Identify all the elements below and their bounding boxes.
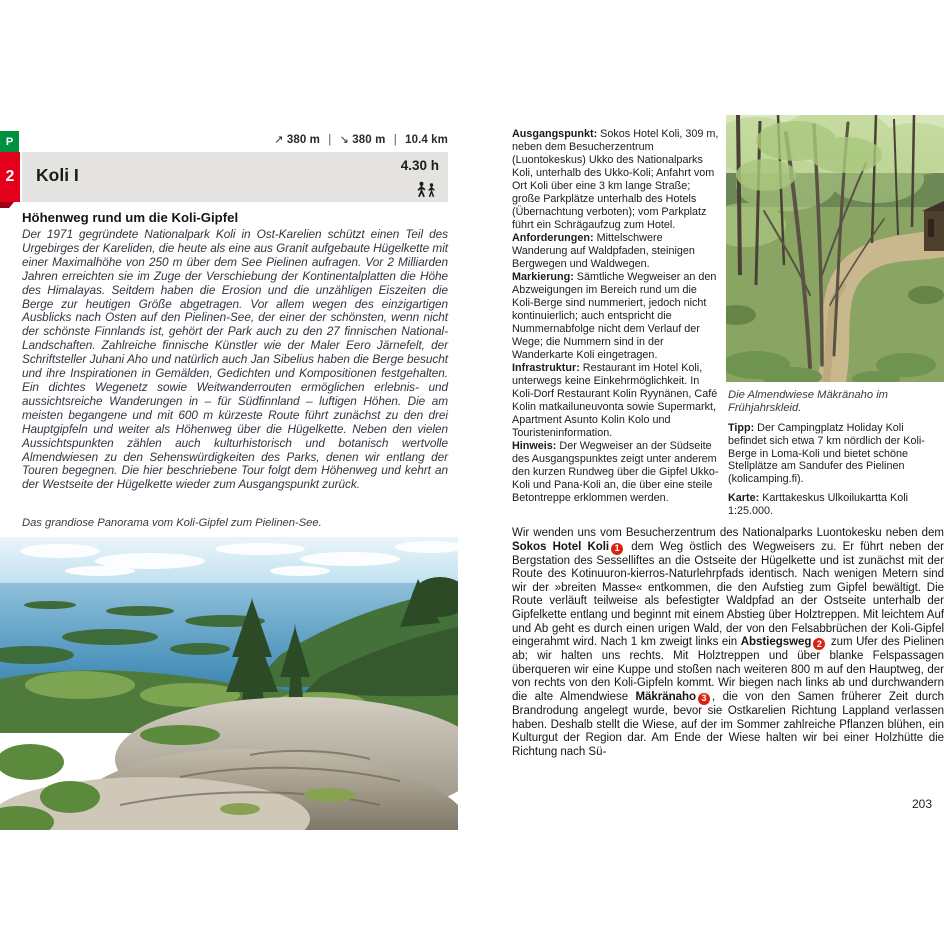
labeled-paragraph: Markierung: Sämtliche Wegweiser an den Abzweigungen im Bereich rund um die Koli-Berge sind nummeriert, jedoch nicht kontinuierlich; auch entspricht die Nummernabfolge nicht dem Verlauf der Wege; die Nummern sind in der Wanderkarte Koli eingetragen. [512, 271, 717, 361]
paragraph-label: Karte: [728, 491, 760, 504]
paragraph-label: Markierung: [512, 271, 574, 283]
body-text-run: , die von den Samen früherer Zeit durch Brandrodung angelegt wurde, bevor sie Ostkarelien Richtung Lappland verlassen haben. Deshalb stellt die Wiese, auf der im Sommer zahlreiche Pflanzen blühen, ein Kulturgut der Region dar. Am Ende der Wiese halten wir bei einer Holzhütte die Richtung nach Sü- [512, 690, 944, 758]
ascent-value: 380 m [286, 134, 320, 146]
labeled-paragraph: Ausgangspunkt: Sokos Hotel Koli, 309 m, neben dem Besucherzentrum (Luontokeskus) Ukko des Nationalparks Koli, unterhalb des Ukko-Koli; Anfahrt vom Ort Koli über eine 3 km lange Straße; große Parkplätze unterhalb des Hotels (Übernachtung verboten); vom Parkplatz führt ein Schrägaufzug zum Hotel. [512, 128, 719, 231]
left-page [0, 0, 458, 944]
labeled-paragraph: Infrastruktur: Restaurant im Hotel Koli, unterwegs keine Einkehrmöglichkeit. In Koli-Dorf Restaurant Kolin Ryynänen, Café Kolin matkailuneuvonta sowie Supermarkt, Apartment Asunto Kolin Kolo und Touristeninformation. [512, 362, 718, 439]
paragraph-label: Infrastruktur: [512, 362, 580, 374]
ascent-arrow-icon: ↗ [274, 134, 284, 146]
page-number: 203 [911, 797, 932, 811]
route-waypoint-name: Sokos Hotel Koli [512, 540, 610, 553]
labeled-paragraph: Tipp: Der Campingplatz Holiday Koli befindet sich etwa 7 km nördlich der Koli-Berge in Loma-Koli und bietet schöne Stellplätze am Sandufer des Pielinen (kolicamping.fi). [728, 422, 925, 486]
tour-number-badge [0, 152, 20, 202]
two-hikers-icon [415, 181, 439, 198]
stats-separator: | [328, 134, 332, 146]
body-text-run: Wir wenden uns vom Besucherzentrum des Nationalparks Luontokesku neben dem [512, 527, 944, 539]
route-marker-2: 2 [813, 638, 825, 650]
route-waypoint-name: Mäkränaho [635, 690, 697, 703]
tour-stats [22, 133, 448, 146]
gps-tab [0, 131, 19, 152]
right-page [458, 0, 944, 944]
route-description-text [512, 527, 944, 759]
labeled-paragraph: Hinweis: Der Wegweiser an der Südseite des Ausgangspunktes zeigt unter anderem den kurzen Rundweg über die Gipfel Ukko-Koli und Pana-Koli an, die über eine steile Betontreppe erklommen werden. [512, 440, 719, 504]
duration-value: 4.30 h [400, 158, 439, 173]
tip-and-map-column [728, 422, 942, 518]
paragraph-label: Hinweis: [512, 440, 557, 452]
summit-panorama-photo [0, 537, 458, 830]
route-heading: Höhenweg rund um die Koli-Gipfel [22, 210, 239, 225]
body-text-run: zum Ufer des Pielinen ab; wir halten uns rechts. Mit Holztreppen und über blanke Felspassagen überqueren wir eine Kuppe und stoßen nach weiteren 800 m auf den Hauptweg, der von rechts von den Koli-Gipfeln kommt. Wir biegen nach links ab und durchwandern die alte Almendwiese [512, 636, 944, 703]
labeled-paragraph: Karte: Karttakeskus Ulkoilukartta Koli 1:25.000. [728, 491, 909, 517]
descent-arrow-icon: ↘ [339, 134, 349, 146]
right-photo-caption: Die Almendwiese Mäkränaho im Frühjahrskleid. [728, 389, 889, 415]
route-marker-3: 3 [698, 693, 710, 705]
stats-separator: | [393, 134, 397, 146]
left-photo-caption: Das grandiose Panorama vom Koli-Gipfel zum Pielinen-See. [22, 517, 322, 529]
meadow-path-photo [726, 115, 944, 382]
body-text-run: dem Weg östlich des Wegweisers zu. Er führt neben der Bergstation des Sesselliftes an die Ostseite der Hügelkette und ist zunächst mit der Route des Kotinuuron-kierros-Naturlehrpfads identisch. Nach wenigen Metern sind wir der »breiten Masse« entkommen, die den Aufstieg zum Gipfel bewältigt. Die Route verläuft teilweise als befestigter Waldpfad an der Ostseite unterhalb der Gipfelkette entlang und beginnt mit einem Abstieg über Holztreppen. Mit leichtem Auf und Ab geht es durch einen urigen Wald, der von den Felsabbrüchen der Koli-Gipfel eingerahmt wird. Nach 1 km zweigt links ein [512, 540, 944, 649]
paragraph-label: Anforderungen: [512, 232, 594, 244]
route-waypoint-name: Abstiegsweg [740, 636, 812, 649]
gps-tab-label: P [5, 135, 14, 148]
route-intro-text: Der 1971 gegründete Nationalpark Koli in Ost-Karelien schützt einen Teil des Urgebirges der Kareliden, die heute als eine aus Granit aufgebaute Hügelkette mit einer Maximalhöhe von 250 m über dem See Pielinen aufragen. Vor 2 Milliarden Jahren erreichten sie im Zuge der Verschiebung der Kontinentalplatten die Höhe des Himalayas. Seitdem haben die Erosion und die unzähligen Eiszeiten die Berge zur heutigen Größe abgetragen. Vor allem wegen des einzigartigen Ausblicks nach Osten auf den Pielinen-See, der einer der schönsten, wenn nicht der schönste Finnlands ist, gehört der Park auch zu den 27 finnischen National-Landschaften. Zahlreiche finnische Künstler wie der Maler Eero Järnefelt, der Schriftsteller Juhani Aho und natürlich auch Jan Sibelius haben die Berge besucht und ihre Inspirationen in Gemälden, Gedichten und Kompositionen festgehalten. Ein dichtes Wegenetz sowie Weitwanderrouten ermöglichen erlebnis- und aussichtsreiche Wanderungen in – für Südfinnland – luftigen Höhen. Die am meisten begangene und mit 600 m kürzeste Route führt zunächst zu den drei Hauptgipfeln und weiter als Höhenweg über die Hügelkette. Neben den vielen Aussichtspunkten zählen auch kulturhistorisch und botanisch wertvolle Almendwiesen zu den Sehenswürdigkeiten des Parks, denen wir entlang der Touren begegnen. Die hier beschriebene Tour folgt dem Höhenweg und kehrt an der Westseite der Hügelkette wieder zum Ausgangspunkt zurück. [22, 227, 448, 492]
labeled-paragraph: Anforderungen: Mittelschwere Wanderung auf Waldpfaden, steinigen Bergwegen und Waldwegen. [512, 232, 695, 270]
paragraph-label: Tipp: [728, 422, 755, 434]
tour-title: Koli I [36, 165, 79, 185]
paragraph-label: Ausgangspunkt: [512, 128, 598, 140]
distance-value: 10.4 km [405, 134, 448, 146]
tour-badge-fold [0, 202, 14, 208]
tour-number: 2 [5, 168, 15, 185]
tour-info-column [512, 128, 720, 505]
route-marker-1: 1 [611, 543, 623, 555]
tour-header-bar [22, 152, 448, 202]
descent-value: 380 m [352, 134, 386, 146]
